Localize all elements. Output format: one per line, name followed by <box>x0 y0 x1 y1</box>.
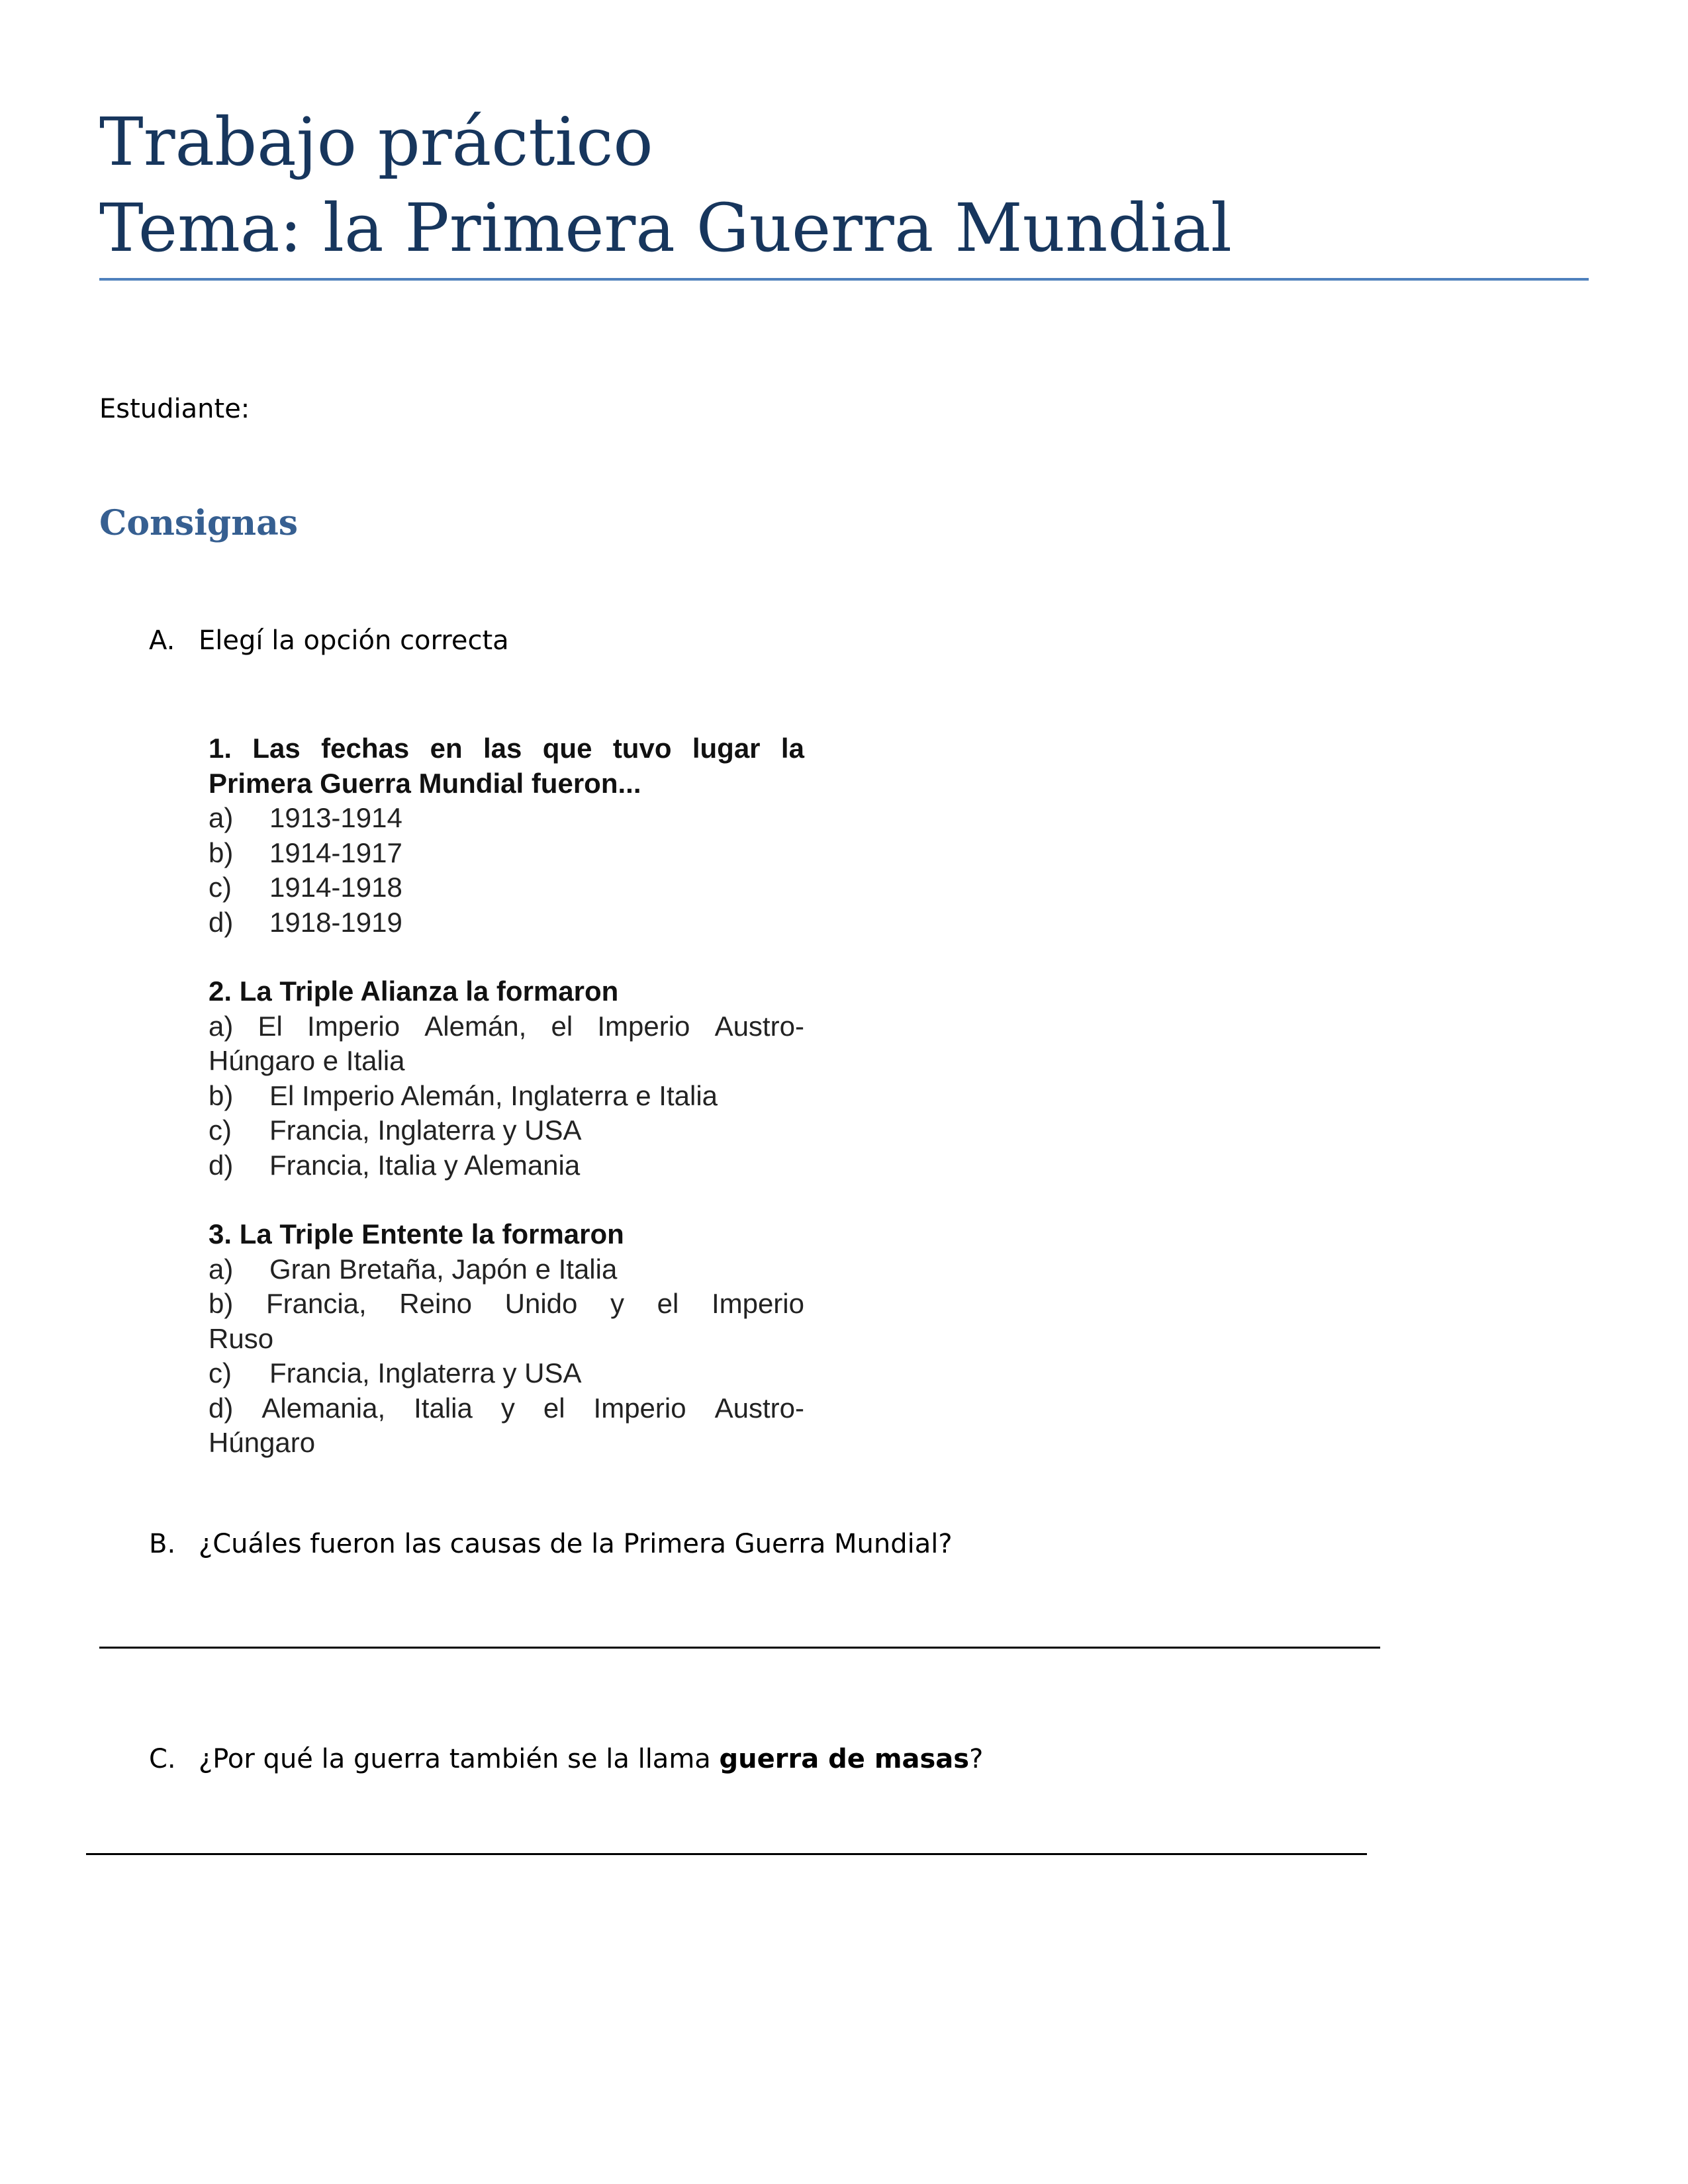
quiz-word: Las <box>252 733 301 764</box>
option-label: b) <box>209 1288 234 1319</box>
quiz-word: Austro- <box>714 1010 804 1042</box>
quiz-word: las <box>483 733 522 764</box>
answer-line-b[interactable] <box>99 1647 1380 1649</box>
option-text: Francia, Italia y Alemania <box>269 1149 581 1181</box>
quiz-word: Imperio <box>597 1010 690 1042</box>
quiz-word: Reino <box>399 1288 473 1319</box>
option-label: a) <box>209 802 234 833</box>
option-text: 1914-1918 <box>269 872 402 903</box>
quiz-q3-option-d-line2: Húngaro <box>209 1427 316 1458</box>
option-label: d) <box>209 1149 234 1181</box>
quiz-word: el <box>657 1288 679 1319</box>
option-text: 1918-1919 <box>269 906 402 938</box>
quiz-word: Imperio <box>711 1288 804 1319</box>
answer-line-c[interactable] <box>86 1853 1367 1855</box>
option-label: a) <box>209 1253 234 1285</box>
option-text: El Imperio Alemán, Inglaterra e Italia <box>269 1079 718 1111</box>
quiz-q2-option-a-line1 <box>209 1009 804 1044</box>
quiz-q3-option-b-line1 <box>209 1287 804 1322</box>
option-label: b) <box>209 1079 234 1111</box>
quiz-q2-option-a-line2: Húngaro e Italia <box>209 1045 405 1076</box>
item-a-text: Elegí la opción correcta <box>199 625 509 656</box>
quiz-q3-option-c <box>209 1356 804 1391</box>
quiz-word: Francia, <box>265 1288 367 1319</box>
option-text: Gran Bretaña, Japón e Italia <box>269 1253 618 1285</box>
quiz-word: lugar <box>692 733 761 764</box>
item-a-letter: A. <box>149 625 175 656</box>
quiz-word: Imperio <box>307 1010 400 1042</box>
option-label: c) <box>209 1357 232 1388</box>
quiz-q1-option-a <box>209 801 804 836</box>
quiz-word: Italia <box>414 1392 473 1424</box>
quiz-q1-option-b <box>209 836 804 871</box>
quiz-word: y <box>610 1288 625 1319</box>
quiz-word: y <box>500 1392 515 1424</box>
option-text: Francia, Inglaterra y USA <box>269 1357 582 1388</box>
option-label: a) <box>209 1010 234 1042</box>
quiz-word: la <box>780 733 804 764</box>
quiz-q3-option-b-line2: Ruso <box>209 1322 274 1354</box>
quiz-word: Imperio <box>593 1392 686 1424</box>
quiz-word: tuvo <box>612 733 672 764</box>
title-underline-rule <box>99 278 1589 281</box>
option-label: c) <box>209 872 232 903</box>
spacer <box>209 940 804 974</box>
title-line-1: Trabajo práctico <box>99 103 653 181</box>
quiz-word: Austro- <box>714 1392 804 1424</box>
student-label: Estudiante: <box>99 394 250 424</box>
item-c-text-bold: guerra de masas <box>719 1744 970 1774</box>
quiz-q3-question: 3. La Triple Entente la formaron <box>209 1218 624 1250</box>
section-heading: Consignas <box>99 503 299 543</box>
quiz-block <box>209 731 804 1461</box>
quiz-q2-option-d <box>209 1148 804 1183</box>
quiz-word: el <box>543 1392 565 1424</box>
option-label: b) <box>209 837 234 868</box>
spacer <box>209 1183 804 1217</box>
quiz-q1-line1 <box>209 731 804 766</box>
option-text: Francia, Inglaterra y USA <box>269 1115 582 1146</box>
quiz-q2-option-c <box>209 1113 804 1148</box>
quiz-q2-option-b <box>209 1079 804 1114</box>
option-text: 1913-1914 <box>269 802 402 833</box>
quiz-q1-option-d <box>209 905 804 940</box>
quiz-word: el <box>551 1010 573 1042</box>
option-label: d) <box>209 1392 234 1424</box>
item-c-text-after: ? <box>969 1744 984 1774</box>
quiz-word: fechas <box>321 733 410 764</box>
quiz-word: Unido <box>504 1288 578 1319</box>
document-title <box>99 99 1589 271</box>
quiz-q3-option-a <box>209 1252 804 1287</box>
quiz-word: 1. <box>209 733 232 764</box>
item-b-text: ¿Cuáles fueron las causas de la Primera Guerra Mundial? <box>199 1529 953 1559</box>
option-label: d) <box>209 906 234 938</box>
quiz-q3-option-d-line1 <box>209 1391 804 1426</box>
quiz-word: Alemania, <box>261 1392 386 1424</box>
quiz-word: en <box>430 733 463 764</box>
quiz-q2-question: 2. La Triple Alianza la formaron <box>209 976 619 1007</box>
item-c-text-before: ¿Por qué la guerra también se la llama <box>199 1744 720 1774</box>
quiz-word: que <box>542 733 592 764</box>
quiz-q1-line2: Primera Guerra Mundial fueron... <box>209 767 641 799</box>
option-text: 1914-1917 <box>269 837 402 868</box>
quiz-word: El <box>258 1010 283 1042</box>
item-c-text <box>199 1744 983 1774</box>
title-line-2: Tema: la Primera Guerra Mundial <box>99 189 1232 267</box>
quiz-word: Alemán, <box>424 1010 527 1042</box>
option-label: c) <box>209 1115 232 1146</box>
item-b-letter: B. <box>149 1529 176 1559</box>
quiz-q1-option-c <box>209 870 804 905</box>
item-c-letter: C. <box>149 1744 176 1774</box>
